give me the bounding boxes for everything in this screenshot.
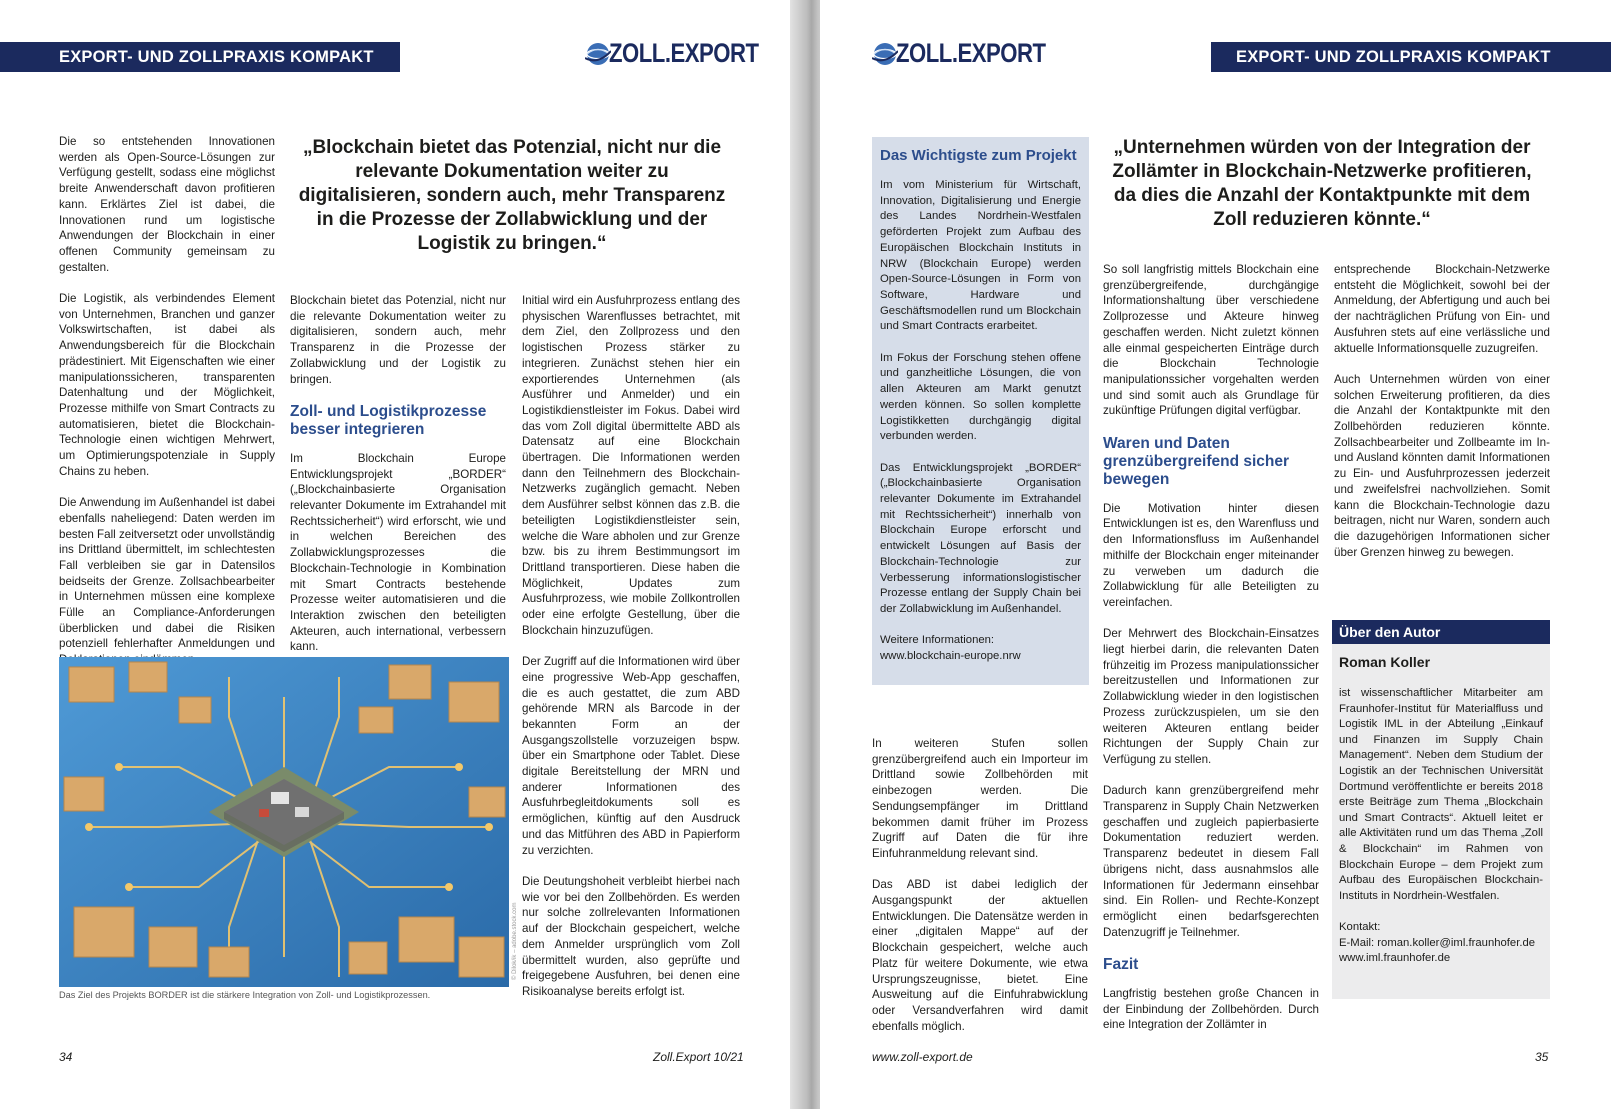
author-email[interactable]: E-Mail: roman.koller@iml.fraunhofer.de xyxy=(1339,936,1536,949)
paragraph: In weiteren Stufen sollen grenzübergreifend auch ein Importeur im Drittland sowie Zollbehörden mit einbezogen werden. Die Sendungsempfänger im Drittland bekommen damit früher im Prozess Zugriff auf Daten die für ihre Einfuhranmeldung relevant sind. xyxy=(872,737,1088,860)
paragraph: Die so entstehenden Innovationen werden als Open-Source-Lösungen zur Verfügung gestellt, sodass eine möglichst breite Anwenderschaft davon profitieren kann. Erklärtes Ziel ist dabei, die Innovationen rund um logistische Anwendungen der Blockchain in einer offenen Community gemeinsam zu gestalten. xyxy=(59,135,275,274)
more-info-link[interactable]: www.blockchain-europe.nrw xyxy=(880,650,1021,663)
author-bio: ist wissenschaftlicher Mitarbeiter am Fraunhofer-Institut für Materialfluss und Logistik IML in der Abteilung „Einkauf und Finanzen im Supply Chain Management“. Neben dem Studium der Logistik an der Technischen Universität Dortmund veröffentlichte er bereits 2018 erste Beiträge zum Thema „Blockchain und Smart Contracts“. Aktuell leitet er alle Aktivitäten rund um das Thema „Zoll & Blockchain“ im Rahmen von Blockchain Europe – dem Projekt zum Aufbau des Europäischen Blockchain-Instituts in Nordrhein-Westfalen. xyxy=(1339,687,1543,902)
circuit-board-illustration xyxy=(59,657,509,987)
paragraph: Blockchain bietet das Potenzial, nicht nur die relevante Dokumentation weiter zu digitalisieren, sondern auch, mehr Transparenz in die Prozesse der Zollabwicklung und der Logistik zu bringen. xyxy=(290,294,506,386)
paragraph: Die Motivation hinter diesen Entwicklungen ist es, den Warenfluss und den Informationsfluss im Außenhandel mithilfe der Blockchain enger miteinander zu verweben um dadurch die Zollabwicklung für alle Beteiligten zu vereinfachen. xyxy=(1103,501,1319,609)
page-number: 35 xyxy=(1535,1050,1549,1064)
paragraph: Die Anwendung im Außenhandel ist dabei ebenfalls naheliegend: Daten werden im besten Fall zeitversetzt oder unvollständig ins Drittland übermittelt, im schlechtesten Fall verbleiben sie gar in Datensilos beidseits der Grenze. Zollsachbearbeiter in Unternehmen müssen eine komplexe Fülle an Compliance-Anforderungen überblicken und dabei die Risiken potenziell fehlerhafter Anmeldungen und xyxy=(59,496,275,651)
pull-quote: „Unternehmen würden von der Integration der Zollämter in Blockchain-Netzwerke profitieren, da dies die Anzahl der Kontaktpunkte mit dem Zoll reduzieren könnte.“ xyxy=(1112,137,1532,230)
right-page xyxy=(820,0,1611,1109)
column-1-lower xyxy=(872,736,1088,1050)
column-3 xyxy=(522,293,740,1015)
paragraph: Das Entwicklungsprojekt „BORDER“ („Blockchainbasierte Organisation relevanter Dokumente im Extrahandel mit Rechtssicherheit“) innerhalb von Blockchain Europe erforscht und entwickelt Lösungen auf Basis der Blockchain-Technologie zur Verbesserung informationslogistischer Prozesse entlang der Supply Chain bei der Zollabwicklung im Außenhandel. xyxy=(880,461,1081,615)
photo-credit: © Dilok/ik – adobe.stock.com xyxy=(512,902,518,980)
paragraph: Die Logistik, als verbindendes Element von Unternehmen, Branchen und ganzer Volkswirtschaften, ist dabei als Anwendungsbereich für die Blockchain prädestiniert. Mit Eigenschaften wie einer manipulationssicheren, transparenten Datenhaltung und der Möglichkeit, Prozesse mithilfe von Smart Contracts zu automatisieren, bietet die Blockchain-Technologie einen wichtigen Mehrwert, um Optimierungspotenziale in Supply Chains zu heben. xyxy=(59,292,275,478)
project-infobox xyxy=(872,137,1089,685)
column-2 xyxy=(1103,262,1319,1049)
globe-icon xyxy=(585,41,611,67)
author-box xyxy=(1332,620,1550,999)
paragraph: Im vom Ministerium für Wirtschaft, Innovation, Digitalisierung und Energie des Landes Nordrhein-Westfalen geförderten Projekt zum Aufbau des Europäischen Blockchain Instituts in NRW (Blockchain Europe) werden Open-Source-Lösungen in Form von Software, Hardware und Geschäftsmodellen rund um Blockchain und Smart Contracts erarbeitet. xyxy=(880,179,1081,333)
page-number: 34 xyxy=(59,1050,73,1064)
column-1 xyxy=(59,134,275,684)
column-3 xyxy=(1334,262,1550,576)
paragraph: Die Deutungshoheit verbleibt hierbei nach wie vor bei den Zollbehörden. Es werden nur solche zollrelevanten Informationen auf der Blockchain gespeichert, welche dem Anmelder ursprünglich vom Zoll übermittelt wurden, also geprüfte und freigegebene Ausfuhren, bei denen eine Risikoanalyse bereits erfolgt ist. xyxy=(522,874,740,998)
pull-quote: „Blockchain bietet das Potenzial, nicht nur die relevante Dokumentation weiter zu digitalisieren, sondern auch, mehr Transparenz in die Prozesse der Zollabwicklung und der Logistik zu bringen.“ xyxy=(298,137,726,254)
paragraph: Im Fokus der Forschung stehen offene und ganzheitliche Lösungen, die von allen Akteuren am Markt genutzt werden können. So sollen komplette Logistikketten durchgängig digital verbunden werden. xyxy=(880,351,1081,443)
author-website[interactable]: www.iml.fraunhofer.de xyxy=(1339,952,1451,965)
more-info-label: Weitere Informationen: xyxy=(880,634,995,647)
author-name: Roman Koller xyxy=(1339,654,1431,670)
author-box-title: Über den Autor xyxy=(1332,620,1550,644)
section-band: EXPORT- UND ZOLLPRAXIS KOMPAKT xyxy=(0,42,400,72)
zoll-export-logo xyxy=(585,38,790,69)
paragraph: entsprechende Blockchain-Netzwerke entsteht die Möglichkeit, sowohl bei der Anmeldung, der Abfertigung und auch bei der nachträglichen Prüfung von Ein- und Ausfuhren stets auf eine verlässliche und aktuelle Informationsquelle zuzugreifen. xyxy=(1334,263,1550,355)
paragraph: Im Blockchain Europe Entwicklungsprojekt „BORDER“ („Blockchainbasierte Organisation relevanter Dokumente im Extrahandel mit Rechtssicherheit“) wird erforscht, wie und in welchen Bereichen des Zollabwicklungsprozesses die Blockchain-Technologie in Kombination mit Smart Contracts bestehende Prozesse weiter automatisieren und die Interaktion zwischen den beteiligten Akteuren, auch international, verbessern kann. xyxy=(290,451,506,654)
contact-label: Kontakt: xyxy=(1339,920,1381,933)
blockchain-chip-photo xyxy=(59,657,509,987)
section-band: EXPORT- UND ZOLLPRAXIS KOMPAKT xyxy=(1211,42,1611,72)
paragraph: Initial wird ein Ausfuhrprozess entlang des physischen Warenflusses betrachtet, mit dem Ziel, den Zollprozess und den logistischen Prozess stärker zu integrieren. Zunächst stehen hier ein exportierendes Unternehmen (als Ausführer und Anmelder) und ein Logistikdienstleister im Fokus. Dabei wird das vom Zoll digital übermittelte ABD als Datensatz auf eine Blockchain übertragen. Die Informationen werden dann den Teilnehmern des Blockchain-Netzwerks zugänglich gemacht. Neben dem Ausführer selbst können das z.B. die beteiligten Logistikdienstleister sein, welche die Ware abholen und zur Grenze bzw. bis zu ihrem Bestimmungsort im Drittland transportieren. Diese haben die Möglichkeit, Updates zum Ausfuhrprozess, wie mobile Zollkontrollen oder eine erfolgte Gestellung, über die Blockchain hinzuzufügen. xyxy=(522,294,740,637)
globe-icon xyxy=(872,41,898,67)
paragraph: Der Zugriff auf die Informationen wird über eine progressive Web-App geschaffen, die es auch gestattet, die zum ABD gehörende MRN als Barcode in der bekannten Form an der Ausgangszollstelle vorzuzeigen bspw. über ein Smartphone oder Tablet. Diese digitale Bereitstellung der MRN und anderer Informationen des Ausfuhrbegleitdokuments soll es ermöglichen, künftig auf den Ausdruck und das Mitführen des ABD in Papierform zu verzichten. xyxy=(522,655,740,857)
infobox-title: Das Wichtigste zum Projekt xyxy=(880,147,1077,164)
logo-text: ZOLL.EXPORT xyxy=(896,38,1046,68)
issue-label: Zoll.Export 10/21 xyxy=(653,1050,744,1064)
paragraph: So soll langfristig mittels Blockchain eine grenzübergreifende, durchgängige Informationshaltung über verschiedene Zollprozesse und Akteure hinweg geschaffen werden. Nicht zuletzt können alle einmal gespeicherten Einträge durch die Blockchain Technologie manipulationssicher vorgehalten werden und sind somit auch als Grundlage für zukünftige Prüfungen digital verfügbar. xyxy=(1103,263,1319,418)
paragraph: Auch Unternehmen würden von einer solchen Erweiterung profitieren, da dies die Anzahl der Kontaktpunkte mit den Zollbehörden reduzieren könnte. Zollsachbearbeiter und Zollbeamte im In- und Ausland könnten damit Informationen zu Ein- und Ausfuhrprozessen jederzeit und zweifelsfrei nachvollziehen. Somit kann die Blockchain-Technologie dazu beitragen, nicht nur Waren, sondern auch die dazugehörigen Informationen sicher über Grenzen hinweg zu bewegen. xyxy=(1334,372,1550,559)
left-page xyxy=(0,0,790,1109)
contact-block xyxy=(1339,920,1543,967)
paragraph: Das ABD ist dabei lediglich der Ausgangspunkt der aktuellen Entwicklungen. Die Datensätze werden in einer „digitalen Mappe“ auf der Blockchain gespeichert, welche auch Platz für weitere Dokumente, wie etwa Ursprungszeugnisse, bietet. Eine Ausweitung auf die Einfuhrabwicklung oder Versandverfahren wird damit ebenfalls möglich. xyxy=(872,878,1088,1033)
photo-caption: Das Ziel des Projekts BORDER ist die stärkere Integration von Zoll- und Logistikprozessen. xyxy=(59,990,431,1000)
subheading: Zoll- und Logistikprozesse besser integrieren xyxy=(290,402,487,438)
paragraph: Langfristig bestehen große Chancen in der Einbindung der Zollbehörden. Durch eine Integration der Zollämter in xyxy=(1103,987,1319,1032)
zoll-export-logo xyxy=(872,38,1078,69)
paragraph: Der Mehrwert des Blockchain-Einsatzes liegt hierbei darin, die relevanten Daten frühzeitig im Prozess manipulationssicher bereitzustellen und Informationen zur Zollabwicklung wieder in den logistischen Prozess zurückzuspielen, um sie den weiteren Akteuren entlang beider Richtungen der Supply Chain zur Verfügung zu stellen. xyxy=(1103,627,1319,766)
paragraph: Dadurch kann grenzübergreifend mehr Transparenz in Supply Chain Netzwerken geschaffen und zugleich papierbasierte Dokumentation reduziert werden. Transparenz bedeutet in diesem Fall übrigens nicht, dass ausnahmslos alle Informationen für Jedermann einsehbar sind. Ein Rollen- und Rechte-Konzept ermöglicht einen bedarfsgerechten Datenzugriff je Teilnehmer. xyxy=(1103,784,1319,939)
website-label[interactable]: www.zoll-export.de xyxy=(872,1050,973,1064)
subheading: Waren und Daten grenzübergreifend sicher bewegen xyxy=(1103,434,1290,488)
column-2 xyxy=(290,293,506,671)
logo-text: ZOLL.EXPORT xyxy=(609,38,759,68)
subheading: Fazit xyxy=(1103,956,1139,974)
